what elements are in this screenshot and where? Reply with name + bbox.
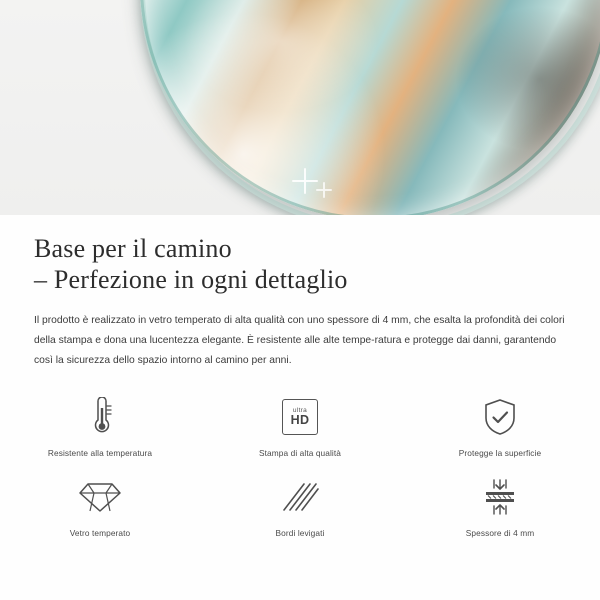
feature-item-temperature [0,392,200,458]
feature-label: Vetro temperato [69,528,131,538]
polished-edges-icon [272,472,328,522]
product-description: Il prodotto è realizzato in vetro temperato di alta qualità con uno spessore di 4 mm, che esalta la profondità dei colori della stampa e dona una lucentezza elegante. È resistente alle alte tempe-ratura e protegge dai danni, garantendo così la sicurezza dello spazio intorno al camino per anni. [34,315,565,366]
thickness-arrows-icon [472,472,528,522]
feature-item-polished-edges [200,472,400,538]
page-title [0,215,600,295]
text-content [0,215,600,371]
headline-line-2: – Perfezione in ogni dettaglio [34,265,348,294]
glass-disc-image [140,0,600,215]
feature-label: Spessore di 4 mm [465,528,535,538]
headline-line-1: Base per il camino [34,234,232,263]
feature-item-thickness [400,472,600,538]
feature-label: Resistente alla temperatura [47,448,153,458]
diamond-icon [72,472,128,522]
feature-item-print-quality [200,392,400,458]
ultra-hd-hd-text: HD [290,413,310,427]
ultra-hd-ultra-text: ultra [292,406,308,414]
thermometer-icon [72,392,128,442]
feature-item-surface-protection [400,392,600,458]
feature-item-tempered-glass [0,472,200,538]
feature-label: Stampa di alta qualità [259,448,341,458]
ultra-hd-icon [272,392,328,442]
hero-image [0,0,600,215]
feature-list [0,392,600,538]
feature-label: Protegge la superficie [458,448,542,458]
feature-label: Bordi levigati [275,528,325,538]
shield-check-icon [472,392,528,442]
